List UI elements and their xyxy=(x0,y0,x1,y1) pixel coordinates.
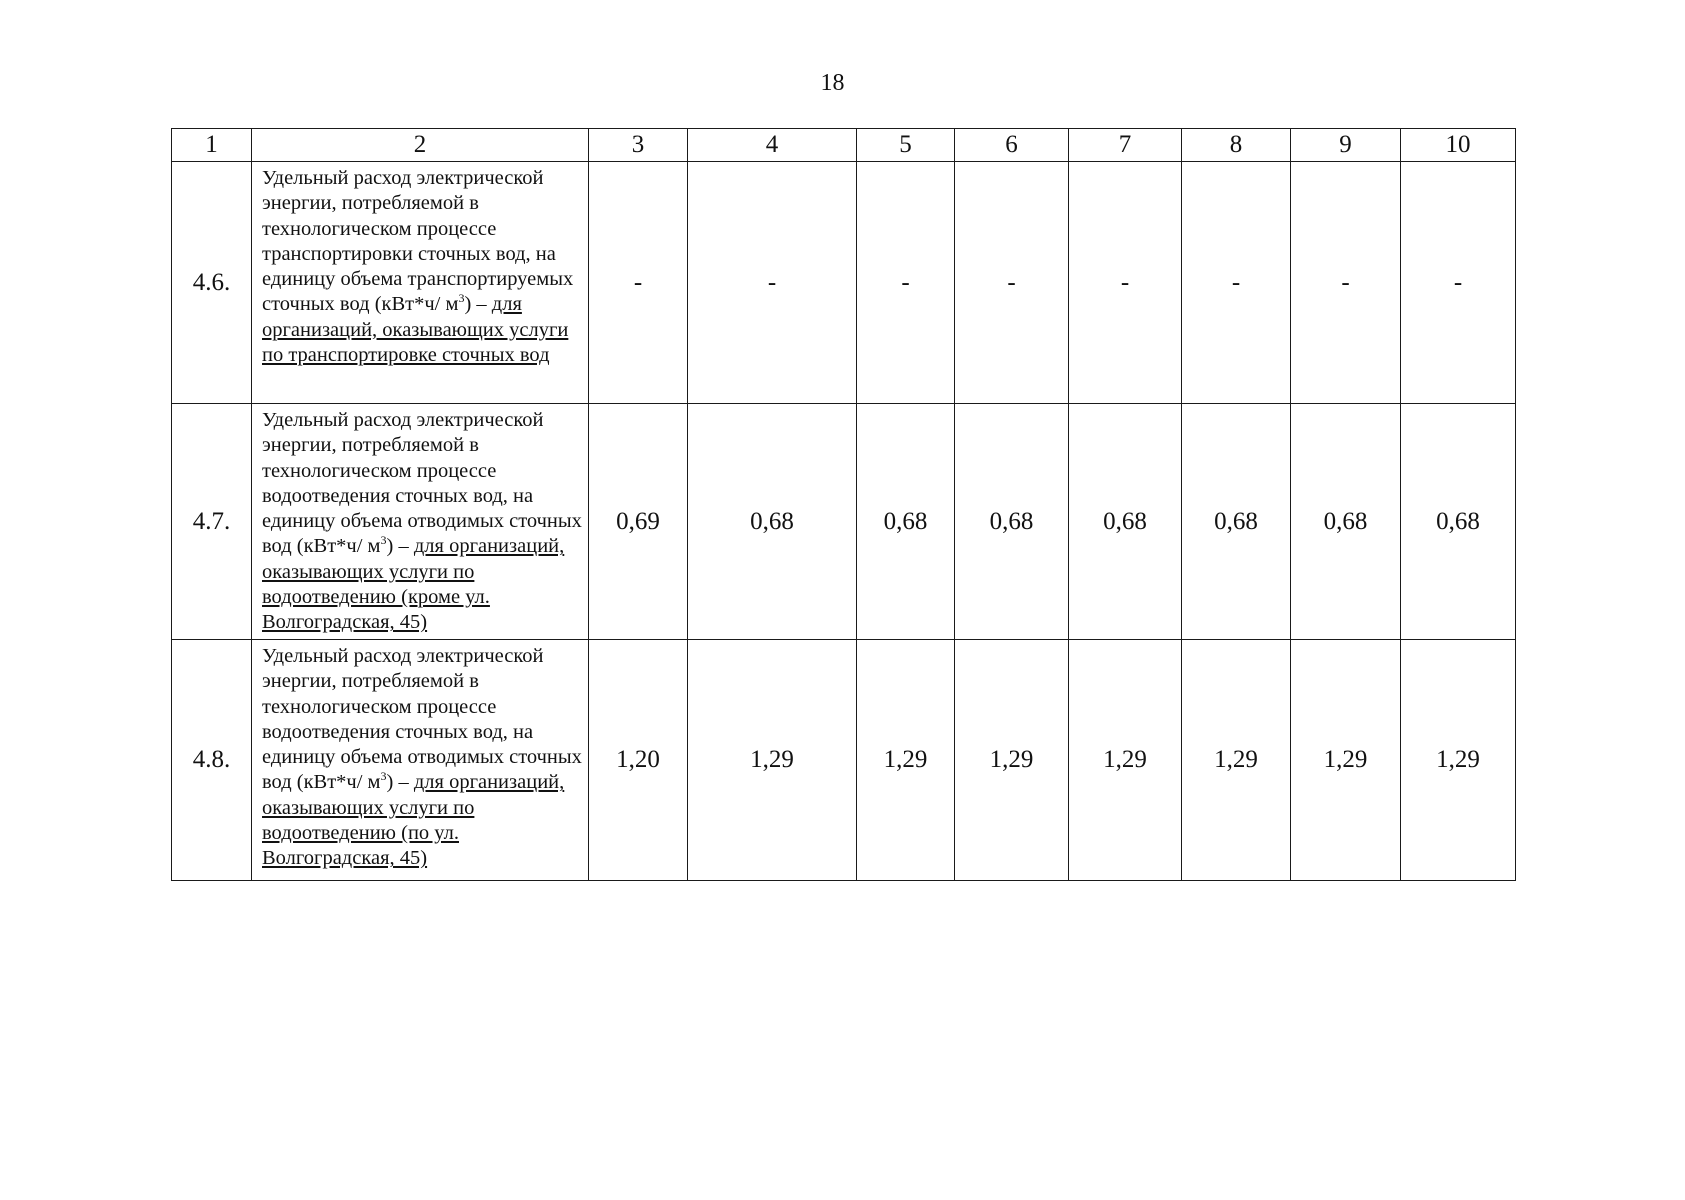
value-cell: - xyxy=(1182,162,1291,404)
value-cell: 1,29 xyxy=(1401,640,1516,881)
indicator-description xyxy=(252,404,589,640)
row-number: 4.7. xyxy=(172,404,252,640)
column-number: 6 xyxy=(955,129,1069,162)
value-cell: 1,29 xyxy=(1182,640,1291,881)
column-number: 4 xyxy=(688,129,857,162)
column-number: 8 xyxy=(1182,129,1291,162)
column-number: 7 xyxy=(1069,129,1182,162)
value-cell: 1,29 xyxy=(857,640,955,881)
table-row xyxy=(172,404,1516,640)
column-number: 3 xyxy=(589,129,688,162)
superscript: 3 xyxy=(380,769,387,784)
indicator-description xyxy=(252,640,589,881)
description-close: ) – xyxy=(386,771,414,794)
value-cell: - xyxy=(1291,162,1401,404)
column-number: 5 xyxy=(857,129,955,162)
description-text: Удельный расход электрической энергии, потребляемой в технологическом процессе транспортировки сточных вод, на единицу объема транспортируемых сточных вод (кВт*ч/ м xyxy=(262,167,574,316)
column-number: 10 xyxy=(1401,129,1516,162)
value-cell: 1,29 xyxy=(688,640,857,881)
value-cell: - xyxy=(1401,162,1516,404)
description-underlined: для организаций, оказывающих услуги по водоотведению (по ул. Волгоградская, 45) xyxy=(262,771,565,870)
indicator-description xyxy=(252,162,589,404)
description-close: ) – xyxy=(464,293,492,316)
description-underlined: для организаций, оказывающих услуги по транспортировке сточных вод xyxy=(262,293,569,367)
table-row xyxy=(172,162,1516,404)
value-cell: - xyxy=(1069,162,1182,404)
superscript: 3 xyxy=(380,533,387,548)
value-cell: 1,29 xyxy=(1291,640,1401,881)
column-number: 9 xyxy=(1291,129,1401,162)
value-cell: - xyxy=(857,162,955,404)
column-number: 1 xyxy=(172,129,252,162)
value-cell: 0,68 xyxy=(1182,404,1291,640)
value-cell: 0,68 xyxy=(1401,404,1516,640)
value-cell: - xyxy=(955,162,1069,404)
row-number: 4.6. xyxy=(172,162,252,404)
description-text: Удельный расход электрической энергии, потребляемой в технологическом процессе водоотведения сточных вод, на единицу объема отводимых сточных вод (кВт*ч/ м xyxy=(262,645,582,794)
table-row xyxy=(172,640,1516,881)
value-cell: - xyxy=(589,162,688,404)
value-cell: 0,68 xyxy=(857,404,955,640)
value-cell: 1,20 xyxy=(589,640,688,881)
value-cell: 0,68 xyxy=(955,404,1069,640)
page-number: 18 xyxy=(820,70,845,96)
value-cell: - xyxy=(688,162,857,404)
value-cell: 0,68 xyxy=(1069,404,1182,640)
description-underlined: для организаций, оказывающих услуги по водоотведению (кроме ул. Волгоградская, 45) xyxy=(262,535,565,634)
value-cell: 0,68 xyxy=(1291,404,1401,640)
indicators-table xyxy=(171,128,1516,881)
table-header-row xyxy=(172,129,1516,162)
value-cell: 0,68 xyxy=(688,404,857,640)
row-number: 4.8. xyxy=(172,640,252,881)
value-cell: 1,29 xyxy=(955,640,1069,881)
column-number: 2 xyxy=(252,129,589,162)
description-close: ) – xyxy=(386,535,414,558)
superscript: 3 xyxy=(458,291,465,306)
value-cell: 0,69 xyxy=(589,404,688,640)
description-text: Удельный расход электрической энергии, потребляемой в технологическом процессе водоотведения сточных вод, на единицу объема отводимых сточных вод (кВт*ч/ м xyxy=(262,409,582,558)
value-cell: 1,29 xyxy=(1069,640,1182,881)
